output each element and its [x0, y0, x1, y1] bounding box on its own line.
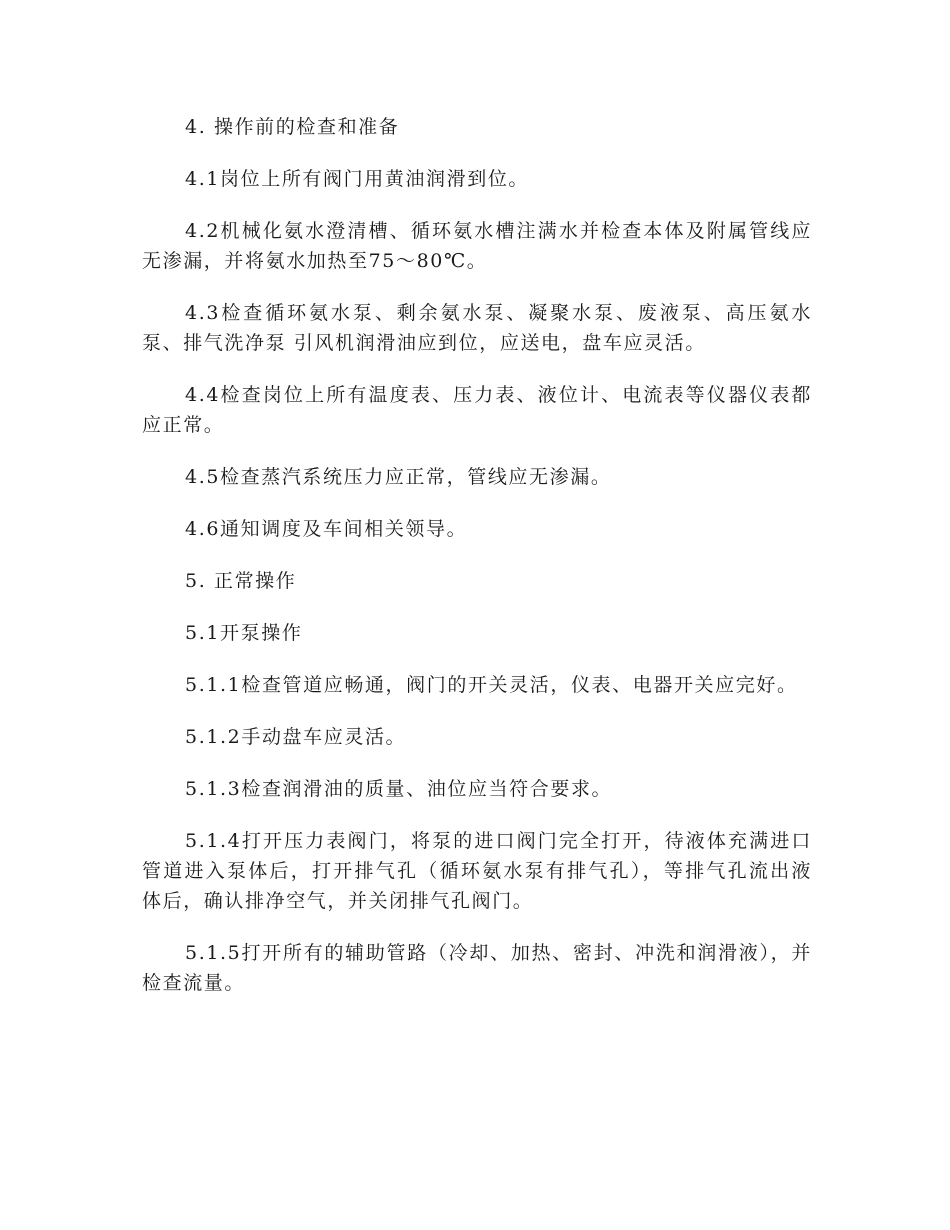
- paragraph-5-1-1: 5.1.1检查管道应畅通，阀门的开关灵活，仪表、电器开关应完好。: [185, 674, 798, 696]
- paragraph-4-1: 4.1岗位上所有阀门用黄油润滑到位。: [185, 168, 530, 190]
- paragraph-4-4: 4.4检查岗位上所有温度表、压力表、液位计、电流表等仪器仪表都应正常。: [142, 384, 812, 436]
- section-heading-4: 4. 操作前的检查和准备: [185, 116, 400, 138]
- paragraph-5-1-3: 5.1.3检查润滑油的质量、油位应当符合要求。: [185, 778, 613, 800]
- document-body: [142, 112, 812, 1020]
- section-heading-5: 5. 正常操作: [185, 570, 297, 592]
- paragraph-5-1-2: 5.1.2手动盘车应灵活。: [185, 726, 407, 748]
- subsection-heading-5-1: 5.1开泵操作: [185, 622, 303, 644]
- paragraph-4-3: 4.3检查循环氨水泵、剩余氨水泵、凝聚水泵、废液泵、高压氨水泵、排气洗净泵 引风机润滑油应到位，应送电，盘车应灵活。: [142, 302, 812, 354]
- paragraph-5-1-5: 5.1.5打开所有的辅助管路（冷却、加热、密封、冲洗和润滑液），并检查流量。: [142, 942, 812, 994]
- paragraph-4-5: 4.5检查蒸汽系统压力应正常，管线应无渗漏。: [185, 466, 612, 488]
- paragraph-4-2: 4.2机械化氨水澄清槽、循环氨水槽注满水并检查本体及附属管线应无渗漏，并将氨水加热至75～80℃。: [142, 220, 812, 272]
- paragraph-4-6: 4.6通知调度及车间相关领导。: [185, 518, 468, 540]
- paragraph-5-1-4: 5.1.4打开压力表阀门，将泵的进口阀门完全打开，待液体充满进口管道进入泵体后，打开排气孔（循环氨水泵有排气孔），等排气孔流出液体后，确认排净空气，并关闭排气孔阀门。: [142, 830, 812, 912]
